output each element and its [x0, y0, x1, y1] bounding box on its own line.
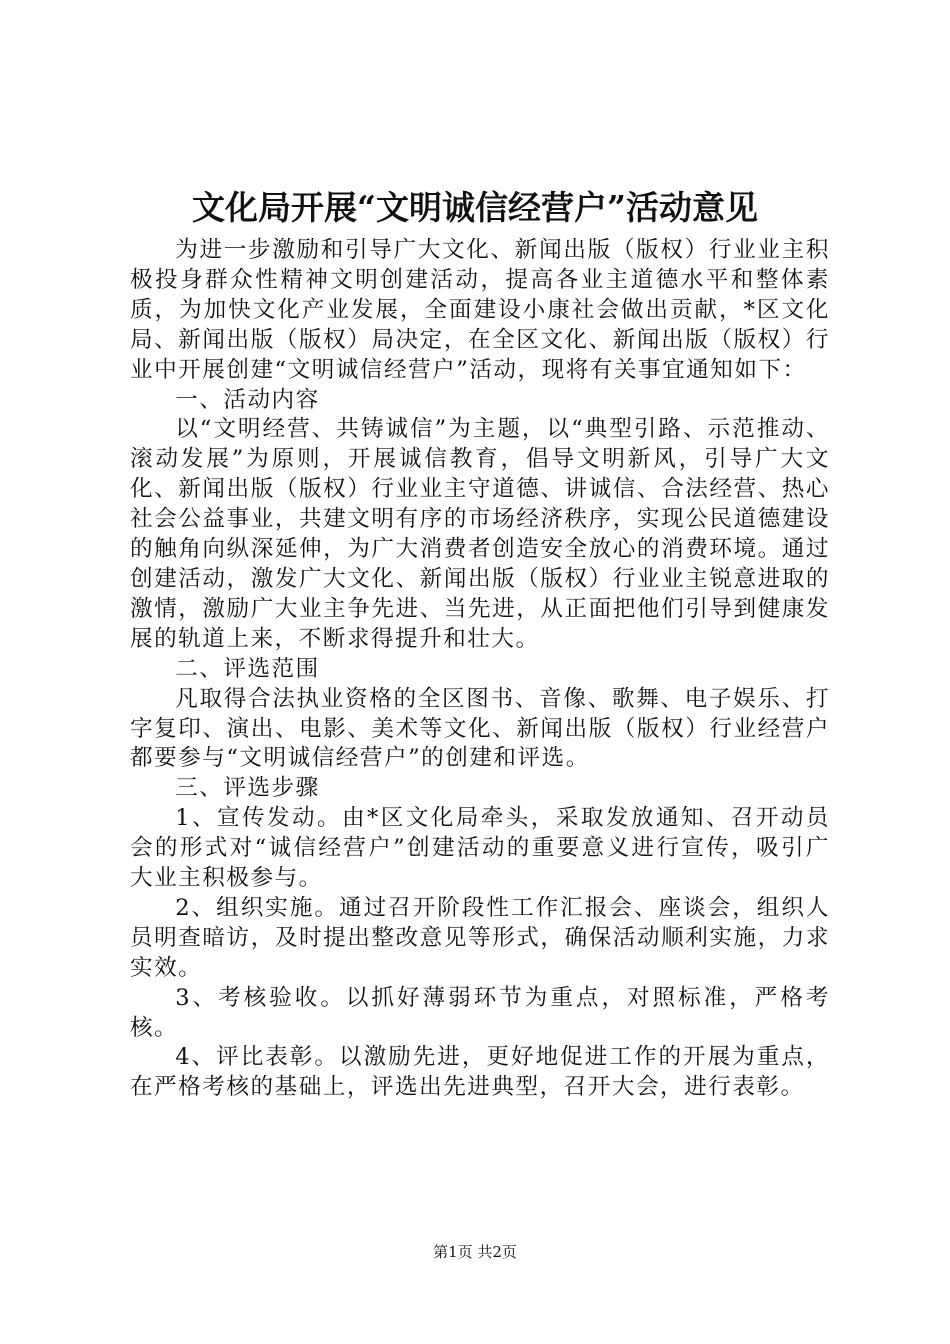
step-1-paragraph: 1、宣传发动。由*区文化局牵头，采取发放通知、召开动员会的形式对“诚信经营户”创建活动的重要意义进行宣传，吸引广大业主积极参与。	[130, 805, 830, 892]
selection-scope-paragraph: 凡取得合法执业资格的全区图书、音像、歌舞、电子娱乐、打字复印、演出、电影、美术等文化、新闻出版（版权）行业经营户都要参与“文明诚信经营户”的创建和评选。	[130, 685, 830, 772]
section-heading-activity-content: 一、活动内容	[175, 386, 320, 413]
intro-paragraph: 为进一步激励和引导广大文化、新闻出版（版权）行业业主积极投身群众性精神文明创建活动，提高各业主道德水平和整体素质，为加快文化产业发展，全面建设小康社会做出贡献，*区文化局、新闻出版（版权）局决定，在全区文化、新闻出版（版权）行业中开展创建“文明诚信经营户”活动，现将有关事宜通知如下：	[130, 237, 830, 383]
section-heading-selection-scope: 二、评选范围	[175, 655, 320, 682]
page-number-footer: 第1页 共2页	[433, 1243, 517, 1261]
step-3-paragraph: 3、考核验收。以抓好薄弱环节为重点，对照标准，严格考核。	[130, 984, 830, 1041]
document-title: 文化局开展“文明诚信经营户”活动意见	[192, 188, 758, 227]
document-body	[130, 236, 830, 1103]
section-heading-selection-steps: 三、评选步骤	[175, 775, 320, 802]
activity-content-paragraph: 以“文明经营、共铸诚信”为主题，以“典型引路、示范推动、滚动发展”为原则，开展诚信教育，倡导文明新风，引导广大文化、新闻出版（版权）行业业主守道德、讲诚信、合法经营、热心社会公益事业，共建文明有序的市场经济秩序，实现公民道德建设的触角向纵深延伸，为广大消费者创造安全放心的消费环境。通过创建活动，激发广大文化、新闻出版（版权）行业业主锐意进取的激情，激励广大业主争先进、当先进，从正面把他们引导到健康发展的轨道上来，不断求得提升和壮大。	[130, 416, 830, 652]
step-4-paragraph: 4、评比表彰。以激励先进，更好地促进工作的开展为重点，在严格考核的基础上，评选出先进典型，召开大会，进行表彰。	[130, 1044, 830, 1101]
step-2-paragraph: 2、组织实施。通过召开阶段性工作汇报会、座谈会，组织人员明查暗访，及时提出整改意见等形式，确保活动顺利实施，力求实效。	[130, 894, 830, 981]
